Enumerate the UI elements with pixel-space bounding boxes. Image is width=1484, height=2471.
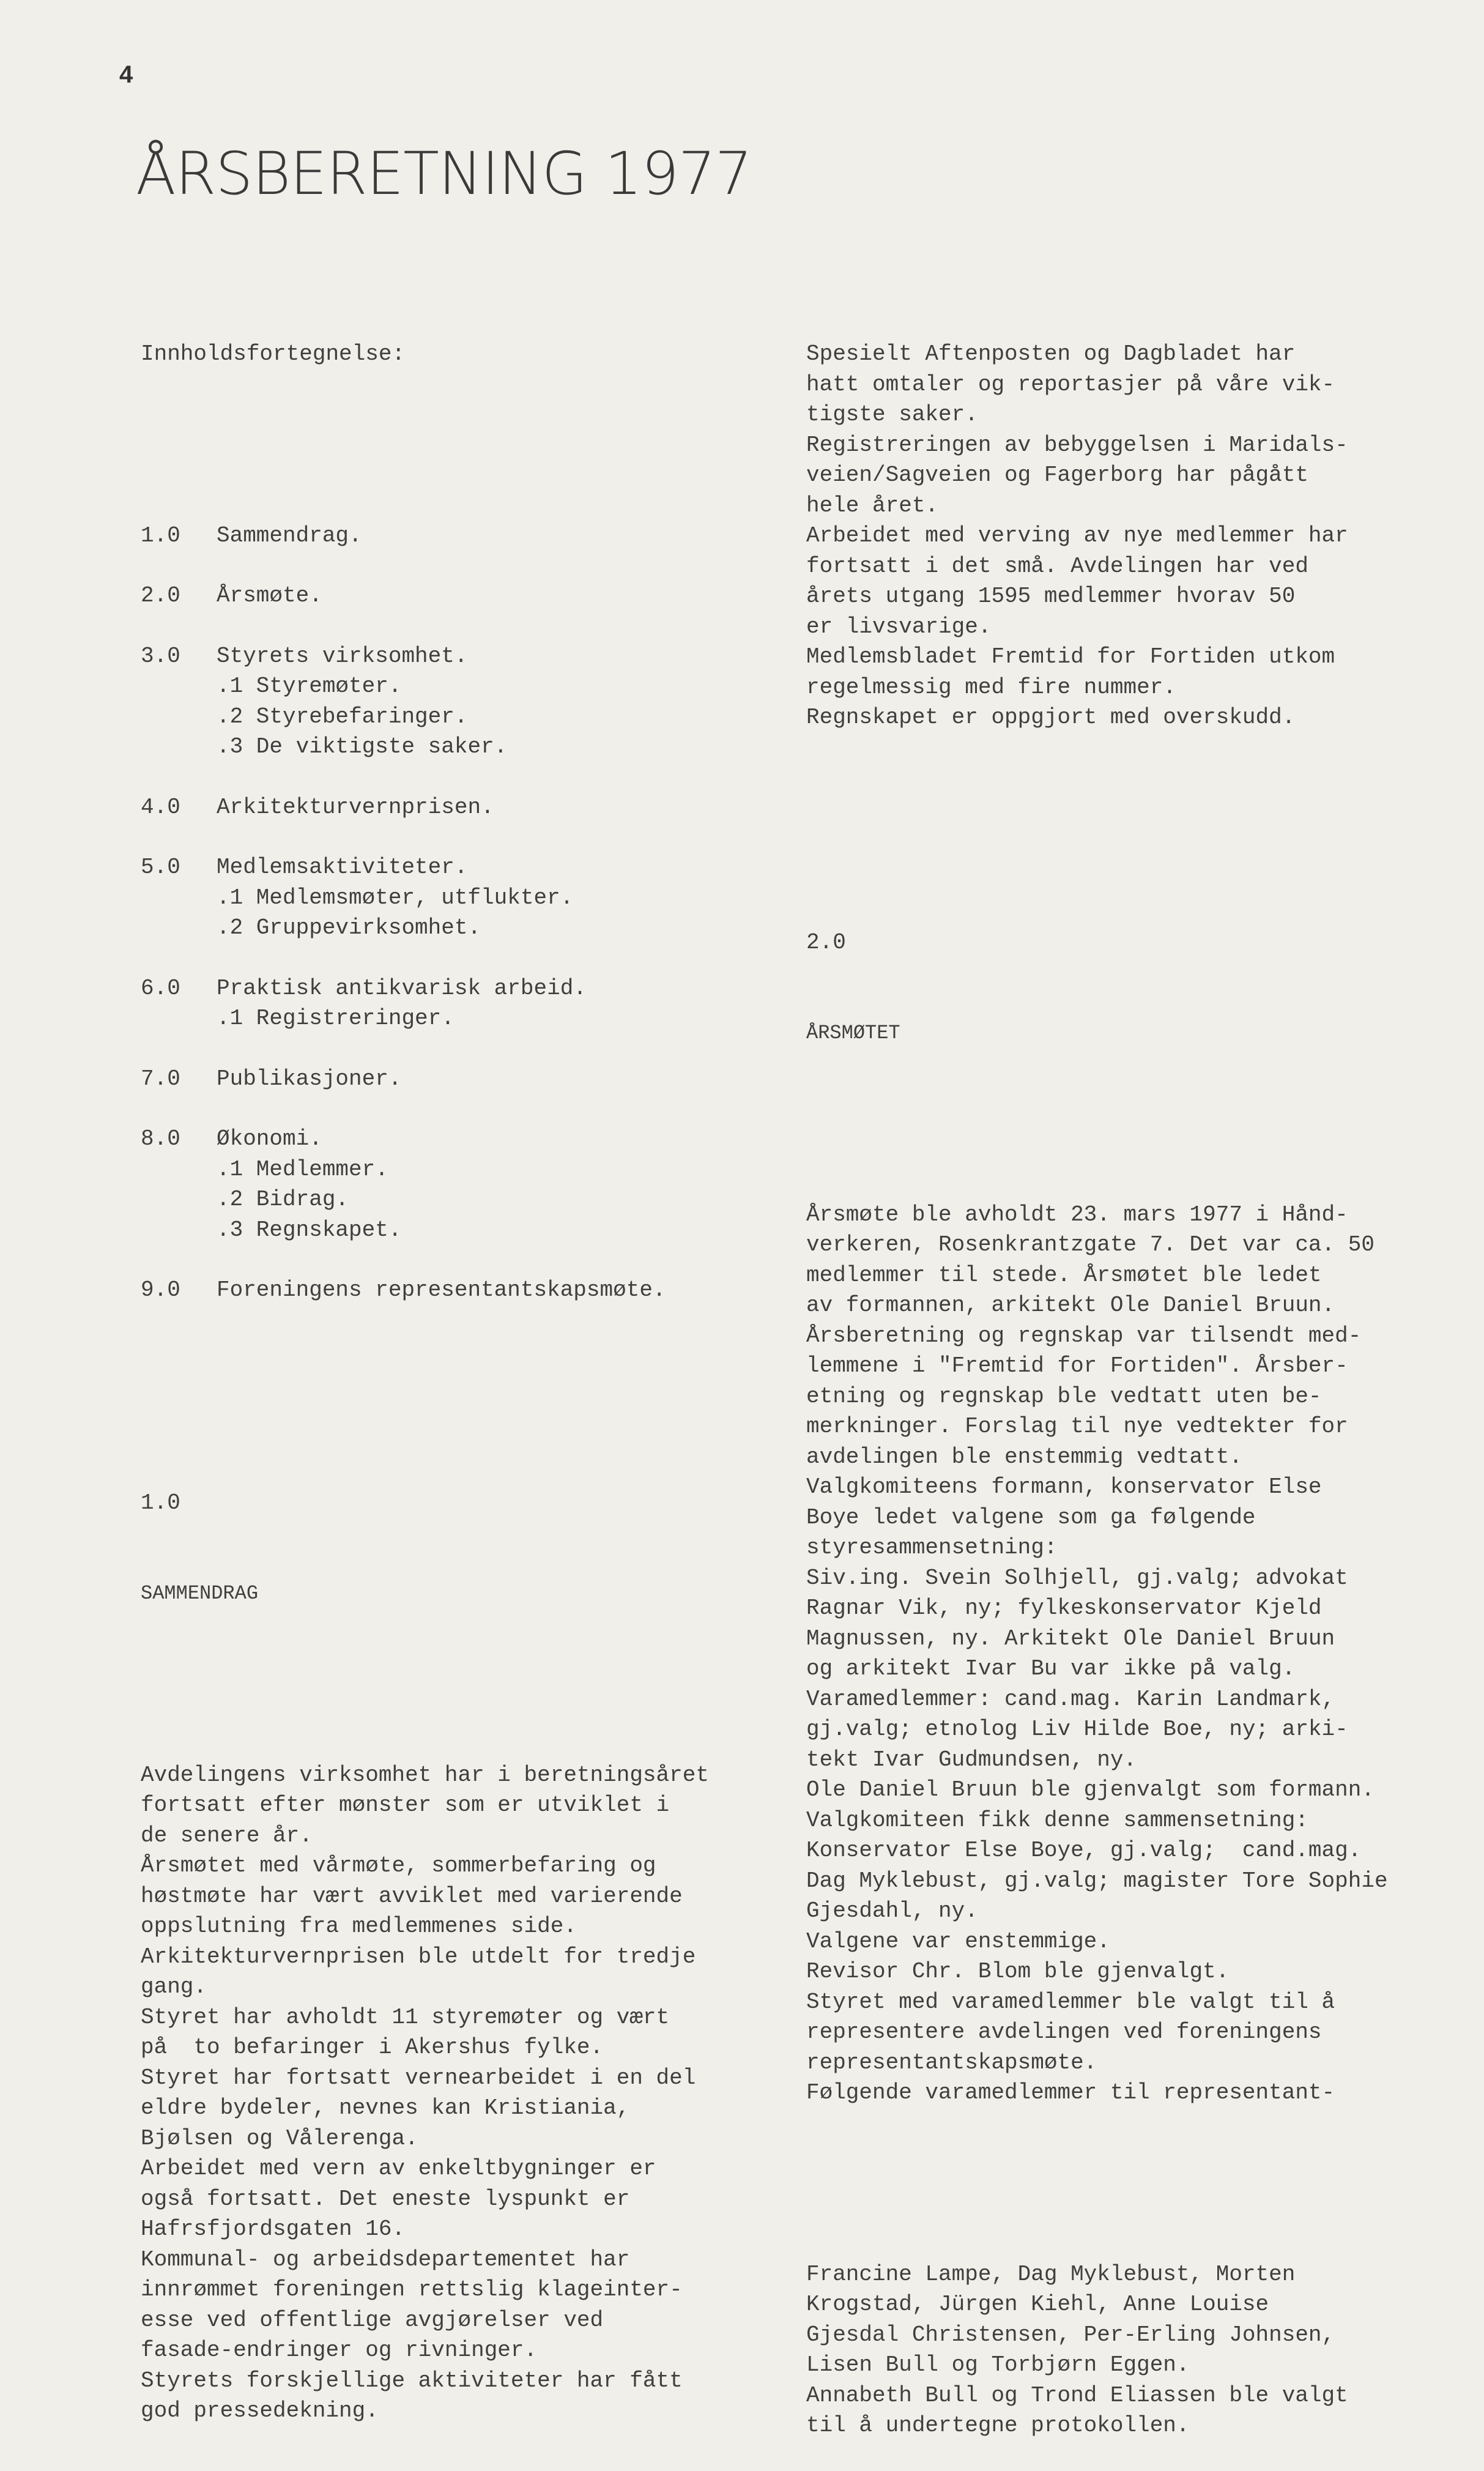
page-number: 4	[119, 61, 133, 88]
paragraph-line: av formannen, arkitekt Ole Daniel Bruun.	[806, 1293, 1335, 1318]
paragraph-line: Medlemsbladet Fremtid for Fortiden utkom	[806, 644, 1335, 669]
paragraph-line: fortsatt efter mønster som er utviklet i	[141, 1793, 670, 1818]
paragraph-line: styresammensetning:	[806, 1535, 1058, 1560]
paragraph-line: etning og regnskap ble vedtatt uten be-	[806, 1383, 1322, 1409]
toc-item	[141, 581, 789, 611]
toc-item-label: Arkitekturvernprisen.	[217, 794, 494, 820]
paragraph-line: fortsatt i det små. Avdelingen har ved	[806, 553, 1308, 579]
toc-item	[141, 792, 789, 823]
paragraph-line: eldre bydeler, nevnes kan Kristiania,	[141, 2095, 630, 2120]
toc-item-label: Medlemsaktiviteter.	[217, 855, 468, 880]
toc-item	[141, 852, 789, 883]
paragraph-line: gj.valg; etnolog Liv Hilde Boe, ny; arki-	[806, 1717, 1348, 1742]
paragraph-line: Avdelingens virksomhet har i beretningsåret	[141, 1762, 709, 1788]
summary-continuation	[806, 339, 1473, 733]
section-1-heading: SAMMENDRAG	[141, 1582, 259, 1605]
paragraph-line: veien/Sagveien og Fagerborg har pågått	[806, 463, 1308, 488]
toc-item-label: Årsmøte.	[217, 583, 322, 608]
paragraph-line: Annabeth Bull og Trond Eliassen ble valgt	[806, 2382, 1348, 2408]
toc-item-number: 8.0	[141, 1126, 180, 1151]
paragraph-line: oppslutning fra medlemmenes side.	[141, 1914, 577, 1939]
toc-subitem: .1 Medlemmer.	[217, 1156, 388, 1182]
left-column	[141, 278, 789, 2456]
paragraph-line: til å undertegne protokollen.	[806, 2413, 1190, 2438]
paragraph-line: Årsmøtet med vårmøte, sommerbefaring og	[141, 1853, 656, 1878]
paragraph-line: Krogstad, Jürgen Kiehl, Anne Louise	[806, 2292, 1269, 2317]
toc-item-number: 6.0	[141, 975, 180, 1001]
toc-subitem: .3 De viktigste saker.	[217, 734, 508, 759]
toc-item	[141, 641, 789, 672]
paragraph-line: Kommunal- og arbeidsdepartementet har	[141, 2246, 630, 2272]
paragraph-line: Ole Daniel Bruun ble gjenvalgt som formann.	[806, 1777, 1375, 1802]
paragraph-line: esse ved offentlige avgjørelser ved	[141, 2307, 604, 2333]
paragraph-line: regelmessig med fire nummer.	[806, 674, 1176, 700]
paragraph-line: merkninger. Forslag til nye vedtekter for	[806, 1414, 1348, 1439]
paragraph-line: Styret har fortsatt vernearbeidet i en del	[141, 2065, 696, 2090]
paragraph-line: Arbeidet med verving av nye medlemmer har	[806, 523, 1348, 548]
toc-item	[141, 973, 789, 1004]
section-2-heading: ÅRSMØTET	[806, 1022, 900, 1044]
page-title: ÅRSBERETNING 1977	[136, 139, 752, 208]
paragraph-line: Spesielt Aftenposten og Dagbladet har	[806, 341, 1296, 366]
paragraph-line: tigste saker.	[806, 402, 978, 427]
paragraph-line: de senere år.	[141, 1823, 313, 1848]
toc-subitem: .2 Bidrag.	[217, 1187, 349, 1212]
paragraph-line: Bjølsen og Vålerenga.	[141, 2125, 418, 2151]
paragraph-line: Valgkomiteens formann, konservator Else	[806, 1474, 1322, 1499]
paragraph-line: Gjesdal Christensen, Per-Erling Johnsen,	[806, 2322, 1335, 2347]
paragraph-line: Valgkomiteen fikk denne sammensetning:	[806, 1807, 1308, 1833]
paragraph-line: Arkitekturvernprisen ble utdelt for tredje	[141, 1944, 696, 1969]
paragraph-line: representantskapsmøte.	[806, 2049, 1097, 2075]
paragraph-line: Revisor Chr. Blom ble gjenvalgt.	[806, 1959, 1230, 1984]
paragraph-line: høstmøte har vært avviklet med varierende	[141, 1883, 683, 1909]
section-1-number: 1.0	[141, 1490, 180, 1515]
paragraph-line: innrømmet foreningen rettslig klageinter-	[141, 2277, 683, 2302]
section-1-body	[141, 1760, 789, 2426]
paragraph-line: Siv.ing. Svein Solhjell, gj.valg; advokat	[806, 1565, 1348, 1591]
paragraph-line: Dag Myklebust, gj.valg; magister Tore Sophie	[806, 1868, 1388, 1893]
paragraph-line: Varamedlemmer: cand.mag. Karin Landmark,	[806, 1686, 1335, 1712]
right-column	[806, 278, 1473, 2471]
toc-item	[141, 1064, 789, 1094]
paragraph-line: hele året.	[806, 492, 939, 518]
paragraph-line: verkeren, Rosenkrantzgate 7. Det var ca. 50	[806, 1232, 1375, 1257]
toc-subitem: .2 Styrebefaringer.	[217, 704, 468, 729]
paragraph-line: Konservator Else Boye, gj.valg; cand.mag.	[806, 1838, 1362, 1863]
paragraph-line: Lisen Bull og Torbjørn Eggen.	[806, 2352, 1190, 2377]
toc-item-number: 5.0	[141, 855, 180, 880]
toc-item-number: 1.0	[141, 522, 180, 548]
toc-subitem: .1 Medlemsmøter, utflukter.	[217, 885, 574, 910]
paragraph-line: Ragnar Vik, ny; fylkeskonservator Kjeld	[806, 1596, 1322, 1621]
toc-item-label: Styrets virksomhet.	[217, 643, 468, 669]
section-2-representatives	[806, 2259, 1473, 2441]
toc-subitem: .1 Styremøter.	[217, 674, 402, 699]
paragraph-line: fasade-endringer og rivninger.	[141, 2338, 538, 2363]
paragraph-line: representere avdelingen ved foreningens	[806, 2020, 1322, 2045]
paragraph-line: tekt Ivar Gudmundsen, ny.	[806, 1747, 1137, 1772]
paragraph-line: årets utgang 1595 medlemmer hvorav 50	[806, 584, 1296, 609]
paragraph-line: Årsmøte ble avholdt 23. mars 1977 i Hånd-	[806, 1202, 1348, 1227]
paragraph-line: Gjesdahl, ny.	[806, 1898, 978, 1923]
toc-item-label: Praktisk antikvarisk arbeid.	[217, 975, 587, 1001]
paragraph-line: Magnussen, ny. Arkitekt Ole Daniel Bruun	[806, 1626, 1335, 1651]
toc-item	[141, 1124, 789, 1154]
paragraph-line: Valgene var enstemmige.	[806, 1928, 1110, 1954]
paragraph-line: hatt omtaler og reportasjer på våre vik-	[806, 371, 1335, 397]
toc-item-label: Økonomi.	[217, 1126, 322, 1151]
toc-subitem: .3 Regnskapet.	[217, 1217, 402, 1243]
paragraph-line: Følgende varamedlemmer til representant-	[806, 2080, 1335, 2105]
paragraph-line: Styrets forskjellige aktiviteter har fått	[141, 2368, 683, 2393]
paragraph-line: Arbeidet med vern av enkeltbygninger er	[141, 2156, 656, 2181]
paragraph-line: Boye ledet valgene som ga følgende	[806, 1504, 1256, 1530]
section-2-number: 2.0	[806, 929, 846, 955]
table-of-contents	[141, 521, 789, 1306]
toc-item-label: Foreningens representantskapsmøte.	[217, 1277, 666, 1302]
toc-item-label: Publikasjoner.	[217, 1066, 402, 1091]
section-2-body	[806, 1200, 1473, 2108]
paragraph-line: og arkitekt Ivar Bu var ikke på valg.	[806, 1656, 1296, 1681]
paragraph-line: lemmene i "Fremtid for Fortiden". Årsber-	[806, 1353, 1348, 1378]
paragraph-line: avdelingen ble enstemmig vedtatt.	[806, 1444, 1242, 1470]
paragraph-line: Registreringen av bebyggelsen i Maridals-	[806, 432, 1348, 458]
paragraph-line: Årsberetning og regnskap var tilsendt med-	[806, 1323, 1362, 1348]
toc-item-label: Sammendrag.	[217, 522, 362, 548]
paragraph-line: medlemmer til stede. Årsmøtet ble ledet	[806, 1262, 1322, 1288]
toc-item-number: 9.0	[141, 1277, 180, 1302]
paragraph-line: Francine Lampe, Dag Myklebust, Morten	[806, 2261, 1296, 2287]
toc-item-number: 3.0	[141, 643, 180, 669]
toc-subitem: .2 Gruppevirksomhet.	[217, 915, 481, 940]
paragraph-line: Regnskapet er oppgjort med overskudd.	[806, 705, 1296, 730]
paragraph-line: er livsvarige.	[806, 614, 992, 639]
paragraph-line: gang.	[141, 1974, 207, 1999]
toc-item	[141, 521, 789, 551]
toc-item-number: 7.0	[141, 1066, 180, 1091]
paragraph-line: på to befaringer i Akershus fylke.	[141, 2035, 604, 2060]
paragraph-line: Styret med varamedlemmer ble valgt til å	[806, 1989, 1335, 2015]
toc-heading: Innholdsfortegnelse:	[141, 341, 406, 366]
toc-item	[141, 1275, 789, 1306]
toc-item-number: 2.0	[141, 583, 180, 608]
paragraph-line: god pressedekning.	[141, 2398, 379, 2423]
toc-subitem: .1 Registreringer.	[217, 1006, 454, 1031]
paragraph-line: også fortsatt. Det eneste lyspunkt er	[141, 2186, 630, 2212]
toc-item-number: 4.0	[141, 794, 180, 820]
paragraph-line: Hafrsfjordsgaten 16.	[141, 2216, 406, 2242]
paragraph-line: Styret har avholdt 11 styremøter og vært	[141, 2004, 670, 2030]
